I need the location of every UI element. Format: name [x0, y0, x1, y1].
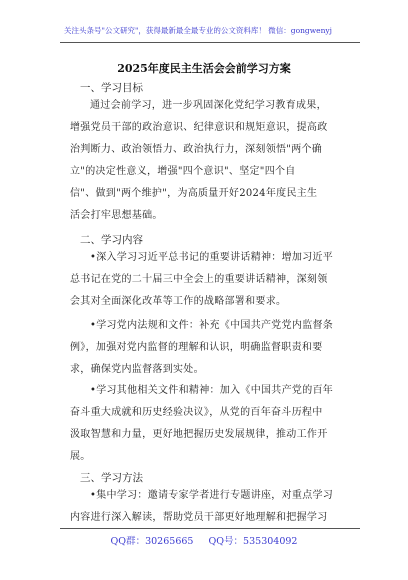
- paragraph-content-2: [70, 315, 352, 381]
- paragraph-method-1: [70, 485, 352, 529]
- text-line: •集中学习：邀请专家学者进行专题讲座，对重点学习: [90, 490, 334, 501]
- header-divider: [60, 42, 360, 43]
- text-line: •学习其他相关文件和精神：加入《中国共产党的百年: [90, 385, 334, 396]
- paragraph-content-3: [70, 380, 352, 468]
- footer-qq-group: QQ群：30265665: [110, 536, 194, 547]
- footer-contact: [0, 533, 408, 547]
- document-title: 2025年度民主生活会会前学习方案: [117, 62, 291, 75]
- footer-qq-number: QQ号：535304092: [208, 536, 298, 547]
- text-line: •学习党内法规和文件：补充《中国共产党党内监督条: [90, 320, 334, 331]
- text-line: 奋斗重大成就和历史经验决议》，从党的百年奋斗历程中: [70, 407, 323, 418]
- text-line: 增强党员干部的政治意识、纪律意识和规矩意识，提高政: [70, 122, 328, 133]
- text-line: 求，确保党内监督落到实处。: [70, 364, 204, 375]
- text-line: 汲取智慧和力量，更好地把握历史发展规律，推动工作开: [70, 429, 328, 440]
- text-line: 活会打牢思想基础。: [70, 210, 163, 221]
- footer-divider: [60, 528, 360, 529]
- paragraph-content-1: [70, 247, 352, 313]
- text-line: 会其对全面深化改革等工作的战略部署和要求。: [70, 296, 287, 307]
- text-line: 展。: [70, 451, 91, 462]
- section-heading-method: 三、学习方法: [80, 472, 143, 484]
- header-note: 关注头条号"公文研究"，获得最新最全最专业的公文资料库！ 微信：gongwenyj: [64, 26, 332, 35]
- text-line: 通过会前学习，进一步巩固深化党纪学习教育成果，: [90, 100, 327, 111]
- paragraph-goal: [70, 95, 352, 227]
- text-line: 例》，加强对党内监督的理解和认识，明确监督职责和要: [70, 342, 323, 353]
- text-line: 立"的决定性意义，增强"四个意识"、坚定"四个自: [70, 166, 296, 177]
- text-line: 信"、做到"两个维护"，为高质量开好2024年度民主生: [70, 188, 318, 199]
- text-line: 内容进行深入解读，帮助党员干部更好地理解和把握学习: [70, 512, 328, 523]
- text-line: •深入学习习近平总书记的重要讲话精神：增加习近平: [90, 252, 334, 263]
- section-heading-goal: 一、学习目标: [80, 82, 143, 94]
- text-line: 治判断力、政治领悟力、政治执行力，深刻领悟"两个确: [70, 144, 323, 155]
- section-heading-content: 二、学习内容: [80, 234, 143, 246]
- text-line: 总书记在党的二十届三中全会上的重要讲话精神，深刻领: [70, 274, 328, 285]
